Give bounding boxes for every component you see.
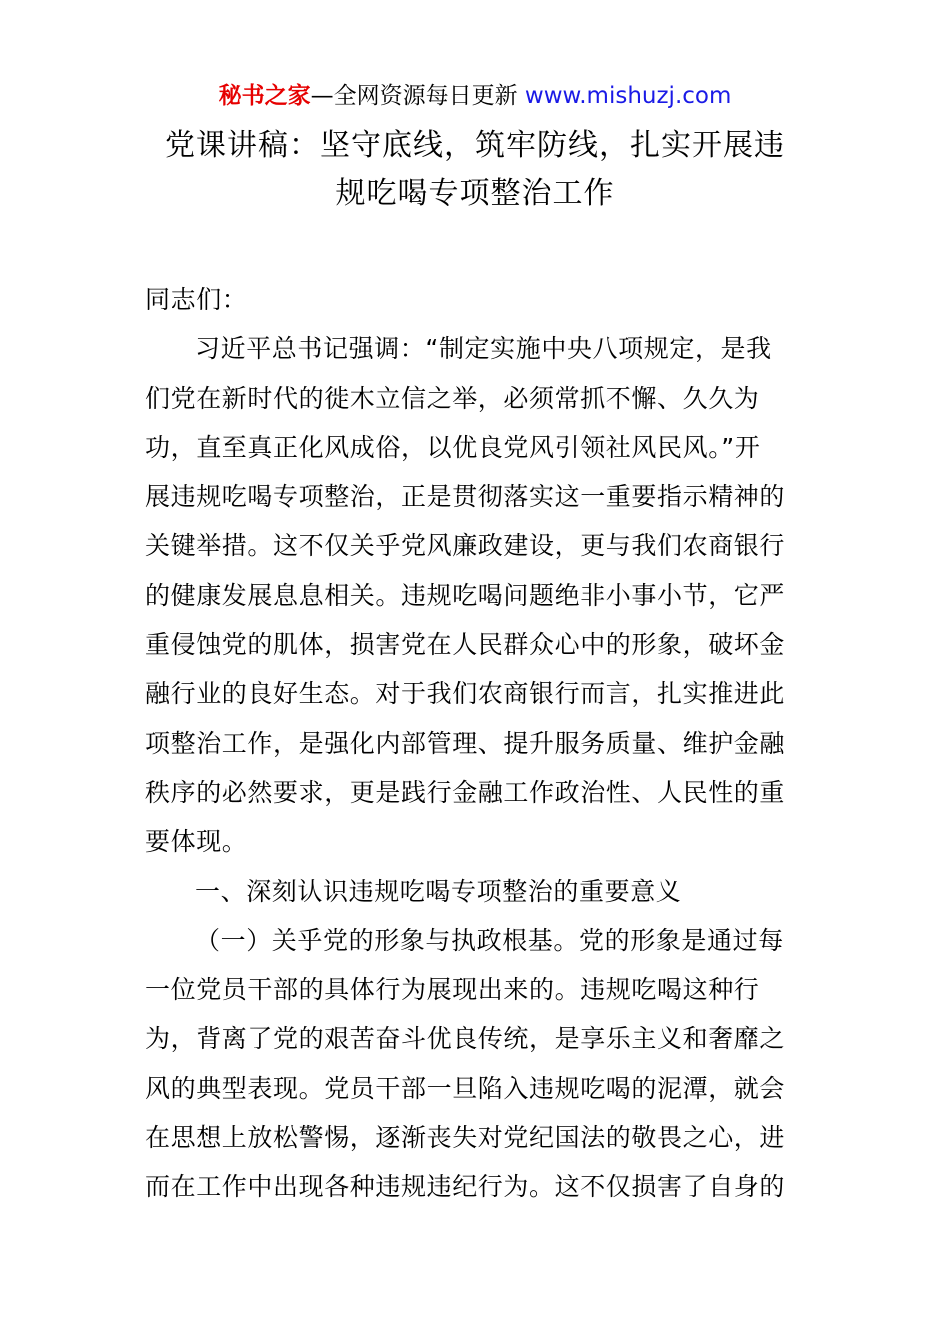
paragraph-line: 一位党员干部的具体行为展现出来的。违规吃喝这种行 (145, 975, 760, 1005)
brand-name: 秘书之家 (218, 83, 311, 109)
paragraph-line: 关键举措。这不仅关乎党风廉政建设，更与我们农商银行 (145, 531, 786, 561)
header-tagline: —全网资源每日更新 (310, 83, 518, 109)
paragraph-line: （一）关乎党的形象与执政根基。党的形象是通过每 (195, 925, 784, 955)
title-line-2: 规吃喝专项整治工作 (335, 176, 615, 211)
document-body (145, 275, 810, 1212)
paragraph-line: 项整治工作，是强化内部管理、提升服务质量、维护金融 (145, 728, 786, 758)
section-heading: 一、深刻认识违规吃喝专项整治的重要意义 (195, 876, 682, 906)
site-header (0, 80, 950, 112)
paragraph-line: 的健康发展息息相关。违规吃喝问题绝非小事小节，它严 (145, 580, 786, 610)
paragraph-line: 要体现。 (145, 827, 248, 857)
paragraph-line: 功，直至真正化风成俗，以优良党风引领社风民风。”开 (145, 432, 761, 462)
paragraph-line: 而在工作中出现各种违规违纪行为。这不仅损害了自身的 (145, 1172, 786, 1202)
title-line-1: 党课讲稿：坚守底线，筑牢防线，扎实开展违 (165, 128, 785, 163)
salutation: 同志们： (145, 285, 248, 314)
site-url-link[interactable]: www.mishuzj.com (524, 83, 732, 109)
paragraph-line: 重侵蚀党的肌体，损害党在人民群众心中的形象，破坏金 (145, 630, 786, 660)
paragraph-line: 融行业的良好生态。对于我们农商银行而言，扎实推进此 (145, 679, 786, 709)
paragraph-line: 展违规吃喝专项整治，正是贯彻落实这一重要指示精神的 (145, 482, 786, 512)
paragraph-line: 风的典型表现。党员干部一旦陷入违规吃喝的泥潭，就会 (145, 1073, 786, 1103)
paragraph-line: 习近平总书记强调：“制定实施中央八项规定，是我 (195, 334, 772, 364)
paragraph-line: 在思想上放松警惕，逐渐丧失对党纪国法的敬畏之心，进 (145, 1123, 786, 1153)
paragraph-line: 们党在新时代的徙木立信之举，必须常抓不懈、久久为 (145, 383, 760, 413)
document-title (100, 122, 850, 218)
paragraph-line: 秩序的必然要求，更是践行金融工作政治性、人民性的重 (145, 777, 786, 807)
paragraph-line: 为，背离了党的艰苦奋斗优良传统，是享乐主义和奢靡之 (145, 1024, 786, 1054)
